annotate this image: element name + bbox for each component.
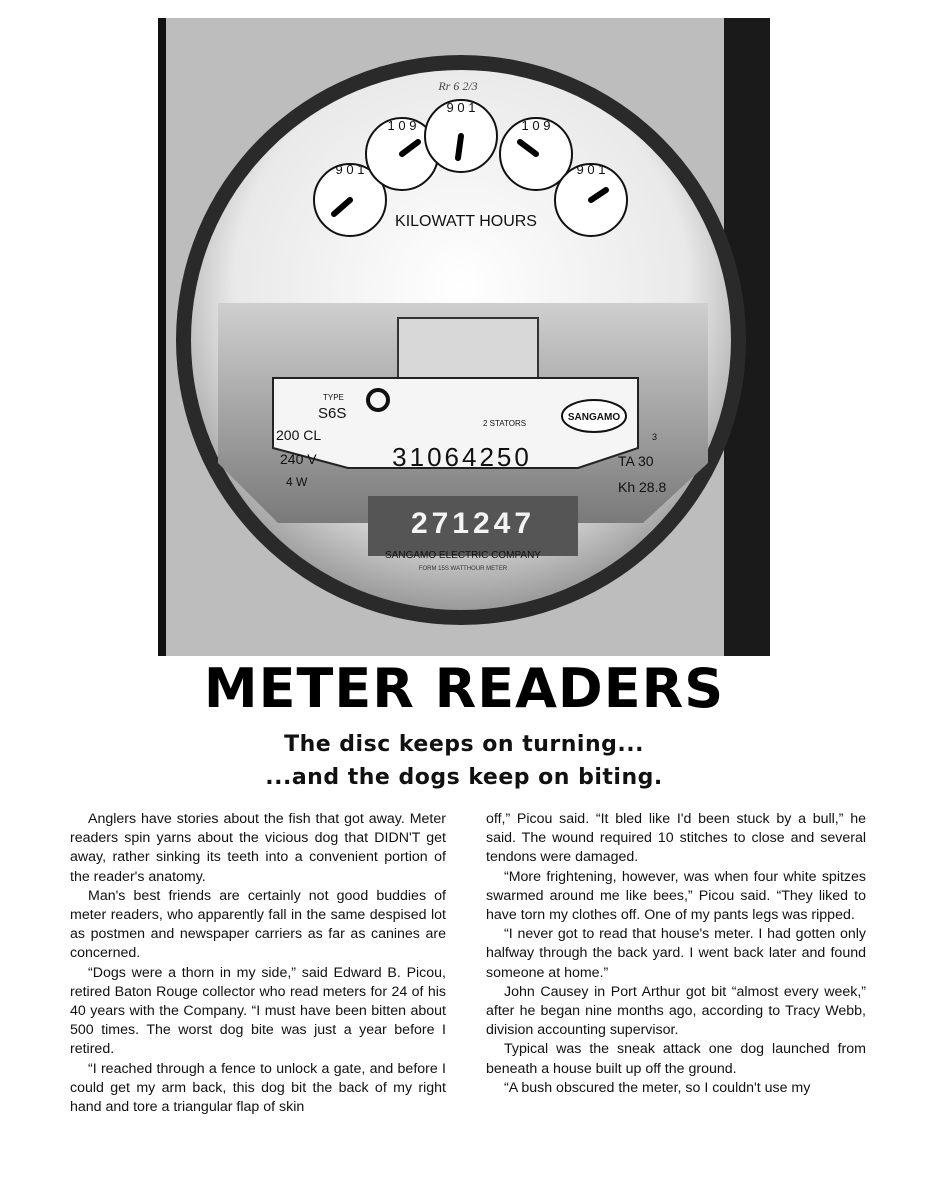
rating-cl: 200 CL — [276, 427, 322, 443]
left-column — [70, 810, 446, 1117]
rating-v: 240 V — [280, 451, 317, 467]
paragraph: “I never got to read that house's meter. I had gotten only halfway through the back yard. I went back later and found someone at home.” — [486, 926, 866, 981]
subheadline-1: The disc keeps on turning... — [284, 732, 644, 757]
kh-rating: Kh 28.8 — [618, 479, 667, 495]
right-small-mark: 3 — [652, 432, 658, 442]
paragraph: “A bush obscured the meter, so I couldn't use my — [504, 1079, 811, 1096]
company-line: SANGAMO ELECTRIC COMPANY — [385, 550, 541, 561]
meter-number: 271247 — [410, 507, 536, 540]
paragraph: Man's best friends are certainly not good buddies of meter readers, who apparently fall in the same despised lot as postmen and newspaper carriers as far as canines are concerned. — [70, 887, 446, 962]
ta-rating: TA 30 — [618, 453, 654, 469]
svg-text:9 0 1: 9 0 1 — [576, 162, 606, 177]
svg-text:1 0 9: 1 0 9 — [387, 118, 417, 133]
meter-serial: 31064250 — [392, 442, 532, 472]
svg-text:1 0 9: 1 0 9 — [521, 118, 551, 133]
brand-badge-text: SANGAMO — [567, 412, 621, 423]
paragraph: Anglers have stories about the fish that got away. Meter readers spin yarns about the vicious dog that DIDN'T get away, rather sinking its teeth into a convenient portion of the reader's anatomy. — [70, 811, 446, 885]
electric-meter-illustration — [158, 18, 770, 656]
kilowatt-hours-label: KILOWATT HOURS — [395, 213, 537, 230]
rating-w: 4 W — [286, 475, 308, 489]
paragraph: Typical was the sneak attack one dog launched from beneath a house built up off the ground. — [486, 1041, 866, 1077]
paragraph: “I reached through a fence to unlock a gate, and before I could get my arm back, this dog bit the back of my right hand and tore a triangular flap of skin — [70, 1060, 446, 1116]
meter-photo — [158, 18, 770, 656]
paragraph: John Causey in Port Arthur got bit “almost every week,” after he began nine months ago, according to Tracy Webb, division accounting supervisor. — [486, 983, 866, 1039]
paragraph: “More frightening, however, was when four white spitzes swarmed around me like bees,” Picou said. “They liked to have torn my clothes off. One of my pants legs was ripped. — [486, 868, 866, 924]
paragraph: off,” Picou said. “It bled like I'd been stuck by a bull,” he said. The wound required 10 stitches to close and several tendons were damaged. — [486, 811, 866, 866]
register-mark: Rr 6 2/3 — [438, 79, 478, 93]
type-label: TYPE — [323, 393, 344, 402]
svg-text:9 0 1: 9 0 1 — [335, 162, 365, 177]
paragraph: “Dogs were a thorn in my side,” said Edward B. Picou, retired Baton Rouge collector who read meters for 24 of his 40 years with the Company. “I must have been bitten about 500 times. The worst dog bite was just a year before I retired. — [70, 964, 446, 1058]
right-column — [486, 810, 866, 1098]
subheadline-2: ...and the dogs keep on biting. — [265, 765, 663, 790]
svg-text:9 0 1: 9 0 1 — [446, 100, 476, 115]
article-headline: METER READERS — [203, 657, 725, 720]
stators-label: 2 STATORS — [483, 419, 527, 428]
form-line: FORM 15S WATTHOUR METER — [418, 566, 508, 572]
type-value: S6S — [318, 405, 347, 422]
